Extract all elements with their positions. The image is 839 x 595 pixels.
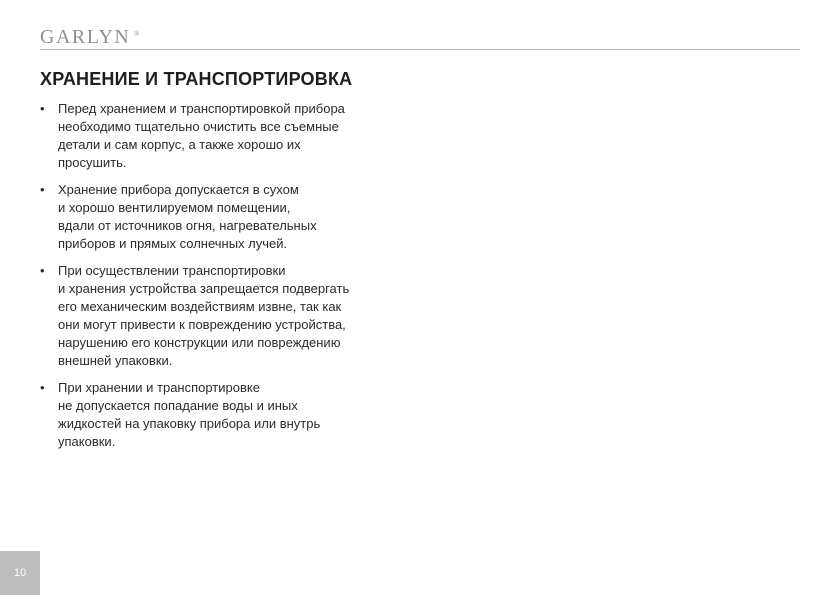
page-number-tab [0, 551, 40, 595]
bullet-text: Хранение прибора допускается в сухом и хорошо вентилируемом помещении, вдали от источников огня, нагревательных приборов и прямых солнечных лучей. [58, 182, 317, 251]
bullet-marker: • [40, 380, 45, 395]
bullet-text: При осуществлении транспортировки и хранения устройства запрещается подвергать его механическим воздействиям извне, так как они могут привести к повреждению устройства, нарушению его конструкции или повреждению внешней упаковки. [58, 263, 350, 368]
bullet-list [38, 100, 408, 460]
brand-logo [40, 26, 140, 48]
section-title: ХРАНЕНИЕ И ТРАНСПОРТИРОВКА [40, 69, 353, 89]
header-divider [40, 49, 800, 50]
bullet-item [38, 262, 408, 370]
brand-name: GARLYN [40, 26, 131, 48]
bullet-item [38, 100, 408, 172]
bullet-marker: • [40, 182, 45, 197]
bullet-marker: • [40, 101, 45, 116]
registered-mark: ® [134, 30, 140, 38]
page-number: 10 [13, 567, 27, 579]
bullet-item [38, 379, 408, 451]
bullet-marker: • [40, 263, 45, 278]
bullet-text: Перед хранением и транспортировкой прибора необходимо тщательно очистить все съемные детали и сам корпус, а также хорошо их просушить. [58, 101, 345, 170]
bullet-item [38, 181, 408, 253]
bullet-text: При хранении и транспортировке не допускается попадание воды и иных жидкостей на упаковку прибора или внутрь упаковки. [58, 380, 321, 449]
